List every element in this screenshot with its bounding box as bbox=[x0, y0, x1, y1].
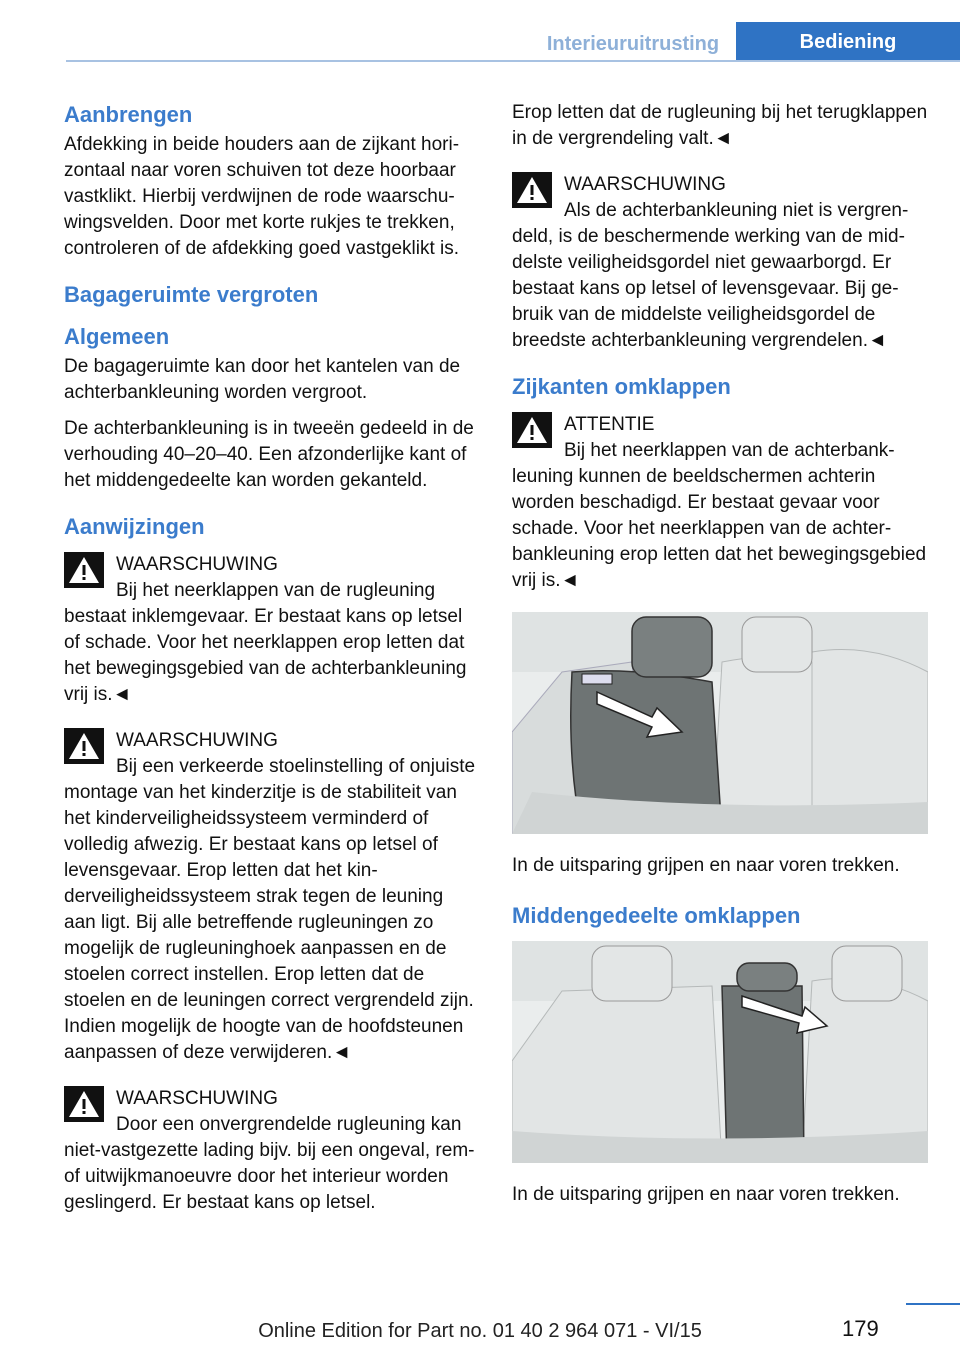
footer-rule bbox=[906, 1303, 960, 1305]
warning-label: WAARSCHUWING bbox=[116, 554, 278, 575]
header-section-tab: Interieuruitrusting bbox=[546, 33, 720, 55]
aanbrengen-heading: Aanbrengen bbox=[64, 102, 193, 127]
header-rule bbox=[66, 60, 960, 62]
warning-body: Bij het neerklappen van de rugleuning bestaat inklemgevaar. Er bestaat kans op letsel of schade. Voor het neerklappen erop letten dat het bewegingsgebied van de achterbankleuning vrij is.◄ bbox=[64, 580, 467, 705]
aanbrengen-body: Afdekking in beide houders aan de zijkant horizontaal naar voren schuiven tot deze hoorbaar vastklikt. Hierbij verdwijnen de rode waarschuwingsvelden. Door met korte rukjes te trekken, controleren of de afdekking goed vastgeklikt is. bbox=[64, 134, 460, 259]
right-column bbox=[512, 100, 928, 1208]
warning-body: Bij een verkeerde stoelinstelling of onjuiste montage van het kinderzitje is de stabiliteit van het kinderveiligheidssysteem verminderd of volledig afwezig. Er bestaat kans op letsel of levensgevaar. Erop letten dat het kinderveiligheidssysteem strak tegen de leuning aan ligt. Bij alle betreffende rugleuningen zo mogelijk de rugleuninghoek aanpassen en de stoelen correct instellen. Erop letten dat de stoelen en de leuningen correct vergrendeld zijn. Indien mogelijk de hoogte van de hoofdsteunen aanpassen of deze verwijderen.◄ bbox=[64, 756, 476, 1063]
page-number: 179 bbox=[842, 1316, 879, 1341]
warning-label: WAARSCHUWING bbox=[564, 174, 726, 195]
warning-block bbox=[512, 170, 928, 354]
algemeen-paragraph-2: De achterbankleuning is in tweeën gedeeld in de verhouding 40–20–40. Een afzonderlijke kant of het middengedeelte kan worden gekanteld. bbox=[64, 418, 474, 491]
footer-edition: Online Edition for Part no. 01 40 2 964 071 - VI/15 bbox=[258, 1320, 702, 1342]
section-heading-bagageruimte: Bagageruimte vergroten bbox=[64, 282, 319, 307]
warning-label: WAARSCHUWING bbox=[116, 1088, 278, 1109]
warning-body: Door een onvergrendelde rugleuning kan niet-vastgezette lading bijv. bij een ongeval, rem- of uitwijkmanoeuvre door het interieur worden geslingerd. Er bestaat kans op letsel. bbox=[64, 1114, 475, 1213]
figure-caption: In de uitsparing grijpen en naar voren trekken. bbox=[512, 855, 900, 876]
warning-triangle-icon bbox=[64, 552, 104, 588]
attention-block bbox=[512, 410, 928, 594]
attention-body: Bij het neerklappen van de achterbankleuning kunnen de beeldschermen achterin worden beschadigd. Er bestaat gevaar voor schade. Voor het neerklappen van de achterbankleuning erop letten dat het bewegingsgebied vrij is.◄ bbox=[512, 440, 927, 591]
warning-triangle-icon bbox=[512, 412, 552, 448]
warning-body: Als de achterbankleuning niet is vergrendeld, is de beschermende werking van de middelste veiligheidsgordel niet gewaarborgd. Er bestaat kans op letsel of levensgevaar. Bij gebruik van de middelste veiligheidsgordel de breedste achterbankleuning vergrendelen.◄ bbox=[512, 200, 909, 351]
figure-caption: In de uitsparing grijpen en naar voren trekken. bbox=[512, 1184, 900, 1205]
algemeen-paragraph-1: De bagageruimte kan door het kantelen van de achterbankleuning worden vergroot. bbox=[64, 356, 461, 403]
warning-triangle-icon bbox=[512, 172, 552, 208]
aanwijzingen-heading: Aanwijzingen bbox=[64, 514, 205, 539]
algemeen-heading: Algemeen bbox=[64, 324, 170, 349]
seat-middle-fold-illustration bbox=[512, 941, 928, 1163]
warning-triangle-icon bbox=[64, 1086, 104, 1122]
continued-text: Erop letten dat de rugleuning bij het terugklappen in de vergrendeling valt.◄ bbox=[512, 102, 928, 149]
warning-triangle-icon bbox=[64, 728, 104, 764]
zijkanten-heading: Zijkanten omklappen bbox=[512, 374, 731, 399]
left-column bbox=[64, 100, 480, 1216]
header-active-tab: Bediening bbox=[736, 22, 960, 62]
attention-label: ATTENTIE bbox=[564, 414, 655, 435]
middengedeelte-heading: Middengedeelte omklappen bbox=[512, 903, 801, 928]
warning-block bbox=[64, 1084, 480, 1216]
warning-block bbox=[64, 550, 480, 708]
seat-side-fold-illustration bbox=[512, 612, 928, 834]
warning-block bbox=[64, 726, 480, 1066]
warning-label: WAARSCHUWING bbox=[116, 730, 278, 751]
